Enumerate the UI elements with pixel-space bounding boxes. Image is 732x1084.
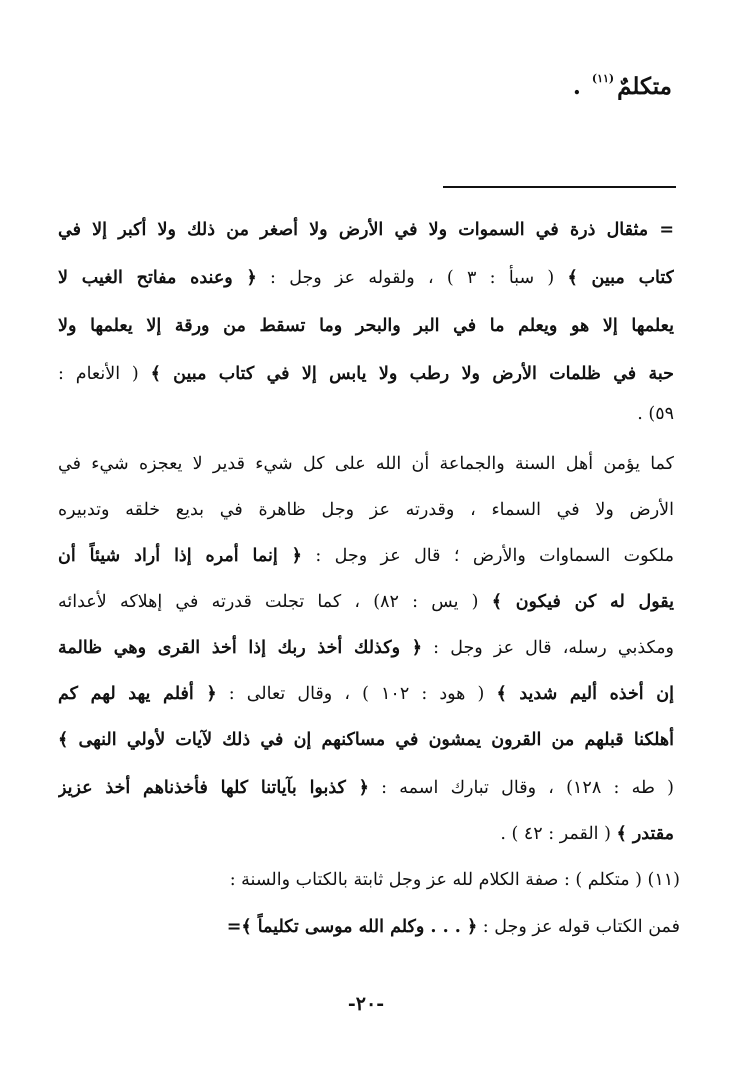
body-text: ( هود : ١٠٢ ) ، وقال تعالى : xyxy=(216,684,497,704)
body-text: ٥٩) . xyxy=(637,404,674,424)
footnote-divider xyxy=(443,186,676,188)
text-line xyxy=(58,495,674,525)
quran-quote-text: كتاب مبين ﴾ xyxy=(567,268,674,288)
text-line xyxy=(58,399,674,429)
text-line xyxy=(58,263,674,293)
body-text: (١١) ( متكلم ) : صفة الكلام لله عز وجل ثابتة بالكتاب والسنة : xyxy=(229,870,680,890)
text-line xyxy=(58,359,674,389)
body-text: ومكذبي رسله، قال عز وجل : xyxy=(421,638,674,658)
page-number: -٢٠- xyxy=(347,993,385,1015)
text-line xyxy=(58,819,674,849)
quran-quote-text: ﴿ إنما أمره إذا أراد شيئاً أن xyxy=(58,546,302,566)
footnote-reference: (١١) xyxy=(591,72,615,85)
quran-quote-text: ﴿ . . . وكلم الله موسى تكليماً ﴾= xyxy=(226,917,478,937)
body-text: فمن الكتاب قوله عز وجل : xyxy=(477,917,680,937)
text-line xyxy=(58,541,674,571)
text-line xyxy=(58,725,674,755)
text-line xyxy=(58,449,674,479)
body-text: ملكوت السماوات والأرض ؛ قال عز وجل : xyxy=(301,546,674,566)
body-text: ( الأنعام : xyxy=(58,364,151,384)
body-text: كما يؤمن أهل السنة والجماعة أن الله على كل شيء قدير لا يعجزه شيء في xyxy=(58,454,674,474)
quran-quote-text: = مثقال ذرة في السموات ولا في الأرض ولا أصغر من ذلك ولا أكبر إلا في xyxy=(58,220,674,240)
text-line xyxy=(58,587,674,617)
quran-quote-text: ﴿ وعنده مفاتح الغيب لا xyxy=(58,268,257,288)
quran-quote-text: يقول له كن فيكون ﴾ xyxy=(491,592,674,612)
quran-quote-text: إن أخذه أليم شديد ﴾ xyxy=(496,684,674,704)
heading-word: متكلمٌ xyxy=(617,73,672,100)
heading-line xyxy=(372,72,672,100)
quran-quote-text: مقتدر ﴾ xyxy=(616,824,674,844)
text-line xyxy=(58,679,674,709)
footnote-line xyxy=(58,912,680,942)
quran-quote-text: حبة في ظلمات الأرض ولا رطب ولا يابس إلا في كتاب مبين ﴾ xyxy=(150,364,674,384)
text-line xyxy=(58,215,674,245)
text-line xyxy=(58,311,674,341)
body-text: ( يس : ٨٢) ، كما تجلت قدرته في إهلاكه لأعدائه xyxy=(58,592,492,612)
quran-quote-text: ﴿ وكذلك أخذ ربك إذا أخذ القرى وهي ظالمة xyxy=(58,638,422,658)
text-line xyxy=(58,633,674,663)
quran-quote-text: أهلكنا قبلهم من القرون يمشون في مساكنهم إن في ذلك لآيات لأولي النهى ﴾ xyxy=(58,730,674,750)
quran-quote-text: ﴿ كذبوا بآياتنا كلها فأخذناهم أخذ عزيز xyxy=(58,778,369,798)
quran-quote-text: ﴿ أفلم يهد لهم كم xyxy=(58,684,217,704)
body-text: ( طه : ١٢٨) ، وقال تبارك اسمه : xyxy=(368,778,674,798)
footnote-line xyxy=(58,865,680,895)
quran-quote-text: يعلمها إلا هو ويعلم ما في البر والبحر وما تسقط من ورقة إلا يعلمها ولا xyxy=(58,316,674,336)
body-text: ( القمر : ٤٢ ) . xyxy=(500,824,617,844)
text-line xyxy=(58,773,674,803)
body-text: الأرض ولا في السماء ، وقدرته عز وجل ظاهرة في بديع خلقه وتدبيره xyxy=(58,500,674,520)
body-text: ( سبأ : ٣ ) ، ولقوله عز وجل : xyxy=(256,268,568,288)
heading-end: . xyxy=(572,73,581,100)
